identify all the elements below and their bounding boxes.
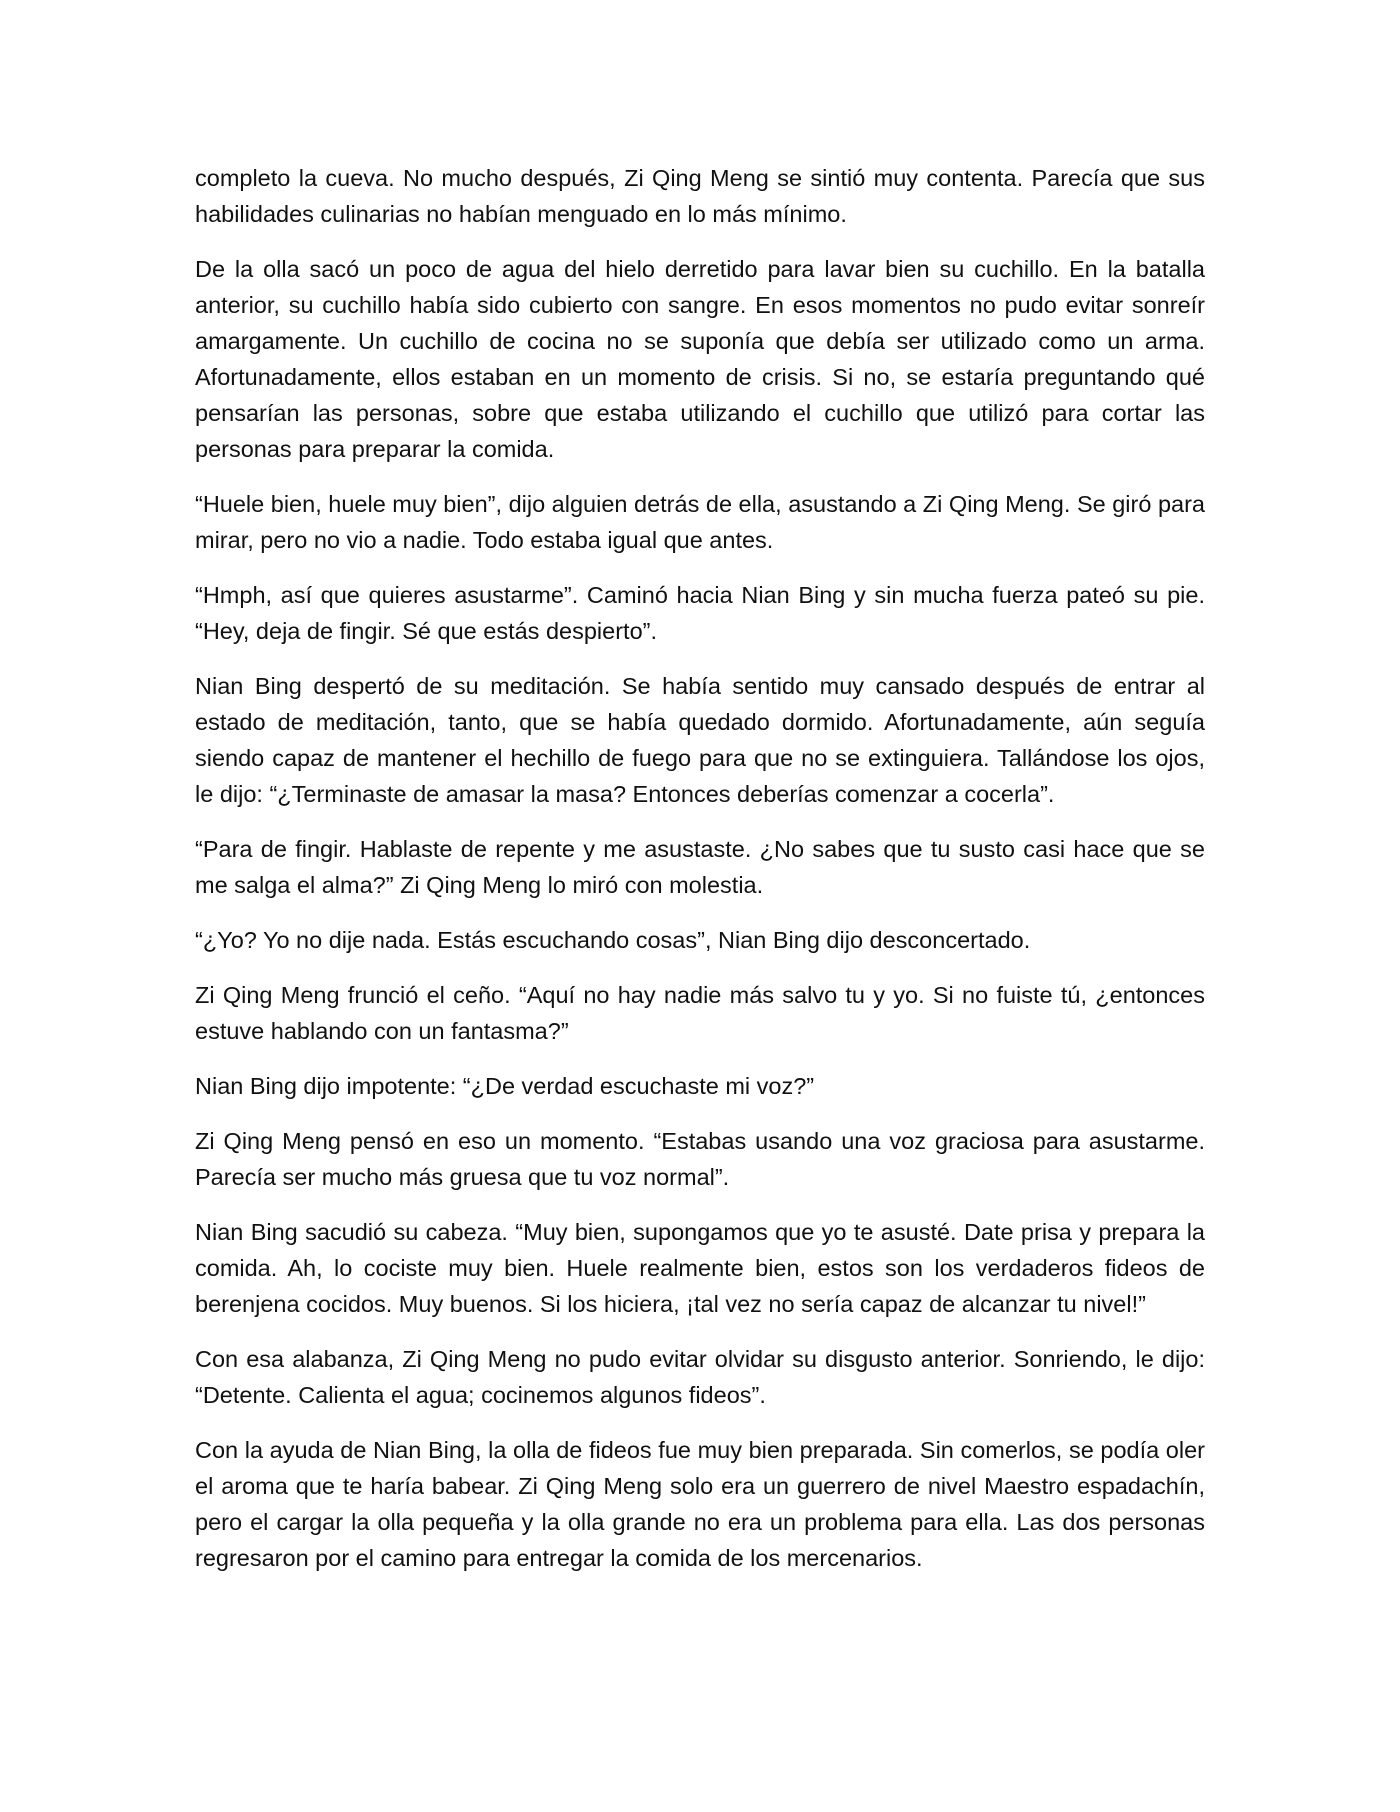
paragraph-i-said-nothing: “¿Yo? Yo no dije nada. Estás escuchando cosas”, Nian Bing dijo desconcertado. bbox=[195, 927, 1031, 953]
paragraph-praise: Con esa alabanza, Zi Qing Meng no pudo evitar olvidar su disgusto anterior. Sonriendo, le dijo: “Detente. Calienta el agua; cocinemos algunos fideos”. bbox=[195, 1346, 1205, 1408]
paragraph-hmph: “Hmph, así que quieres asustarme”. Caminó hacia Nian Bing y sin mucha fuerza pateó su pie. “Hey, deja de fingir. Sé que estás despierto”. bbox=[195, 582, 1205, 644]
paragraph-stop-pretending: “Para de fingir. Hablaste de repente y me asustaste. ¿No sabes que tu susto casi hace que se me salga el alma?” Zi Qing Meng lo miró con molestia. bbox=[195, 836, 1205, 898]
paragraph-washing-knife: De la olla sacó un poco de agua del hielo derretido para lavar bien su cuchillo. En la batalla anterior, su cuchillo había sido cubierto con sangre. En esos momentos no pudo evitar sonreír amargamente. Un cuchillo de cocina no se suponía que debía ser utilizado como un arma. Afortunadamente, ellos estaban en un momento de crisis. Si no, se estaría preguntando qué pensarían las personas, sobre que estaba utilizando el cuchillo que utilizó para cortar las personas para preparar la comida. bbox=[195, 256, 1205, 462]
paragraph-cave-cooking: completo la cueva. No mucho después, Zi Qing Meng se sintió muy contenta. Parecía que sus habilidades culinarias no habían menguado en lo más mínimo. bbox=[195, 165, 1205, 227]
paragraph-nian-bing-wakes: Nian Bing despertó de su meditación. Se había sentido muy cansado después de entrar al estado de meditación, tanto, que se había quedado dormido. Afortunadamente, aún seguía siendo capaz de mantener el hechillo de fuego para que no se extinguiera. Tallándose los ojos, le dijo: “¿Terminaste de amasar la masa? Entonces deberías comenzar a cocerla”. bbox=[195, 673, 1205, 807]
paragraph-noodles-prepared: Con la ayuda de Nian Bing, la olla de fideos fue muy bien preparada. Sin comerlos, se podía oler el aroma que te haría babear. Zi Qing Meng solo era un guerrero de nivel Maestro espadachín, pero el cargar la olla pequeña y la olla grande no era un problema para ella. Las dos personas regresaron por el camino para entregar la comida de los mercenarios. bbox=[195, 1437, 1205, 1571]
paragraph-frown: Zi Qing Meng frunció el ceño. “Aquí no hay nadie más salvo tu y yo. Si no fuiste tú, ¿entonces estuve hablando con un fantasma?” bbox=[195, 982, 1205, 1044]
paragraph-impotent: Nian Bing dijo impotente: “¿De verdad escuchaste mi voz?” bbox=[195, 1073, 815, 1099]
paragraph-smells-good: “Huele bien, huele muy bien”, dijo alguien detrás de ella, asustando a Zi Qing Meng. Se giró para mirar, pero no vio a nadie. Todo estaba igual que antes. bbox=[195, 491, 1205, 553]
document-text-block bbox=[195, 160, 1205, 1576]
paragraph-funny-voice: Zi Qing Meng pensó en eso un momento. “Estabas usando una voz graciosa para asustarme. Parecía ser mucho más gruesa que tu voz normal”. bbox=[195, 1128, 1205, 1190]
paragraph-shook-head: Nian Bing sacudió su cabeza. “Muy bien, supongamos que yo te asusté. Date prisa y prepara la comida. Ah, lo cociste muy bien. Huele realmente bien, estos son los verdaderos fideos de berenjena cocidos. Muy buenos. Si los hiciera, ¡tal vez no sería capaz de alcanzar tu nivel!” bbox=[195, 1219, 1205, 1317]
